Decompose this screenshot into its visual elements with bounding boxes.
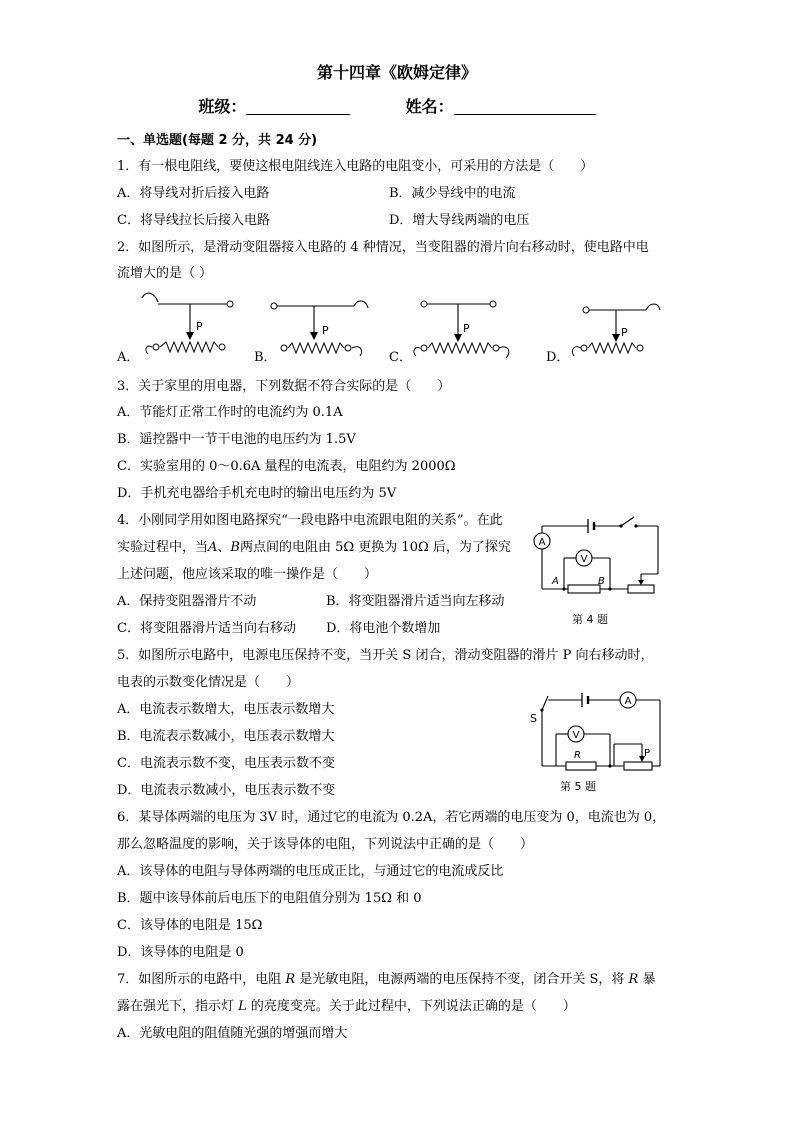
- q5-switch-label: S: [530, 712, 537, 725]
- page-title: 第十四章《欧姆定律》: [316, 63, 477, 82]
- q4-option-a[interactable]: A．保持变阻器滑片不动: [117, 594, 257, 609]
- q2-stem-line1: 2．如图所示，是滑动变阻器接入电路的 4 种情况，当变阻器的滑片向右移动时，使电路中电: [117, 240, 649, 255]
- q7-stem-part: 是光敏电阻，电源两端的电压保持不变，闭合开关 S，将: [295, 972, 629, 987]
- q6-option-a[interactable]: A．该导体的电阻与导体两端的电压成正比，与通过它的电流成反比: [117, 864, 504, 879]
- class-blank[interactable]: [246, 98, 350, 115]
- q5-voltmeter-label: V: [572, 730, 580, 741]
- q2-d-slider-label: P: [621, 326, 628, 339]
- q1-option-c[interactable]: C．将导线拉长后接入电路: [117, 213, 270, 228]
- q4-option-b[interactable]: B．将变阻器滑片适当向左移动: [326, 594, 505, 609]
- name-blank[interactable]: [454, 98, 596, 115]
- q1-stem: 1．有一根电阻线，要使这根电阻线连入电路的电阻变小，可采用的方法是（ ）: [117, 159, 594, 174]
- q6-stem-line1: 6．某导体两端的电压为 3V 时，通过它的电流为 0.2A，若它两端的电压变为 0，电流也为 0，: [117, 810, 666, 825]
- q7-stem-part: 暴: [638, 972, 656, 987]
- q5-slider-label: P: [644, 748, 651, 759]
- name-label: 姓名：: [405, 97, 454, 116]
- point-a-var: A: [208, 540, 218, 555]
- q5-caption: 第 5 题: [560, 780, 596, 793]
- q3-option-b[interactable]: B．遥控器中一节干电池的电压约为 1.5V: [117, 432, 356, 447]
- q4-point-a: A: [552, 576, 559, 587]
- q1-option-a[interactable]: A．将导线对折后接入电路: [117, 186, 270, 201]
- q5-resistor-label: R: [574, 750, 581, 761]
- rheostat-diagram-d: [566, 300, 666, 360]
- q2-b-slider-label: P: [322, 324, 329, 337]
- q6-option-c[interactable]: C．该导体的电阻是 15Ω: [117, 918, 263, 933]
- rheostat-diagram-a: [140, 290, 240, 360]
- q5-option-c[interactable]: C．电流表示数不变，电压表示数不变: [117, 756, 335, 771]
- point-b-var: B: [230, 540, 240, 555]
- q4-stem-line3: 上述问题，他应该采取的唯一操作是（ ）: [117, 567, 378, 582]
- q7-stem-line2: [117, 995, 576, 1014]
- resistor-var: R: [628, 972, 639, 987]
- section-heading: 一、单选题(每题 2 分，共 24 分): [117, 133, 318, 148]
- q6-stem-line2: 那么忽略温度的影响，关于该导体的电阻，下列说法中正确的是（ ）: [117, 837, 534, 852]
- q4-stem-part: 实验过程中，当: [117, 540, 209, 555]
- q5-option-a[interactable]: A．电流表示数增大，电压表示数增大: [117, 702, 335, 717]
- q3-option-d[interactable]: D．手机充电器给手机充电时的输出电压约为 5V: [117, 486, 397, 501]
- q3-option-c[interactable]: C．实验室用的 0～0.6A 量程的电流表，电阻约为 2000Ω: [117, 459, 456, 474]
- q5-ammeter-label: A: [624, 696, 632, 707]
- class-label: 班级：: [198, 97, 247, 116]
- q2-option-d-label[interactable]: D．: [546, 350, 570, 365]
- q7-option-a[interactable]: A．光敏电阻的阻值随光强的增强而增大: [117, 1026, 348, 1041]
- q6-option-b[interactable]: B．题中该导体前后电压下的电阻值分别为 15Ω 和 0: [117, 891, 422, 906]
- q5-circuit-diagram: [528, 688, 668, 776]
- q5-option-b[interactable]: B．电流表示数减小，电压表示数增大: [117, 729, 335, 744]
- student-info-line: [0, 94, 794, 117]
- resistor-var: R: [285, 972, 296, 987]
- q4-option-c[interactable]: C．将变阻器滑片适当向右移动: [117, 621, 296, 636]
- q4-separator: 、: [217, 540, 231, 555]
- q4-stem-line1: 4．小刚同学用如图电路探究“一段电路中电流跟电阻的关系”。在此: [117, 513, 503, 528]
- q4-stem-part: 两点间的电阻由 5Ω 更换为 10Ω 后，为了探究: [239, 540, 511, 555]
- q6-option-d[interactable]: D．该导体的电阻是 0: [117, 945, 244, 960]
- q2-stem-line2: 流增大的是（ ）: [117, 266, 213, 281]
- rheostat-diagram-b: [270, 300, 380, 360]
- q4-ammeter-label: A: [538, 537, 546, 548]
- q2-a-slider-label: P: [196, 320, 203, 333]
- q3-option-a[interactable]: A．节能灯正常工作时的电流约为 0.1A: [117, 405, 343, 420]
- q3-stem: 3．关于家里的用电器，下列数据不符合实际的是（ ）: [117, 379, 451, 394]
- q1-option-d[interactable]: D．增大导线两端的电压: [389, 213, 530, 228]
- q4-point-b: B: [598, 576, 605, 587]
- q2-c-slider-label: P: [463, 322, 470, 335]
- q4-circuit-diagram: [528, 514, 668, 604]
- q1-option-b[interactable]: B．减少导线中的电流: [389, 186, 516, 201]
- q2-option-b-label[interactable]: B．: [254, 350, 277, 365]
- q4-stem-line2: [117, 536, 511, 555]
- q7-stem-part: 的亮度变亮。关于此过程中，下列说法正确的是（ ）: [246, 999, 576, 1014]
- q5-stem-line2: 电表的示数变化情况是（ ）: [117, 675, 300, 690]
- q2-option-a-label[interactable]: A．: [117, 350, 140, 365]
- lamp-var: L: [238, 999, 247, 1014]
- q5-option-d[interactable]: D．电流表示数减小，电压表示数不变: [117, 783, 336, 798]
- q7-stem-line1: [117, 968, 655, 987]
- q7-stem-part: 7．如图所示的电路中，电阻: [117, 972, 286, 987]
- rheostat-diagram-c: [410, 296, 520, 360]
- q7-stem-part: 露在强光下，指示灯: [117, 999, 239, 1014]
- q4-option-d[interactable]: D．将电池个数增加: [326, 621, 441, 636]
- q2-option-c-label[interactable]: C．: [389, 350, 412, 365]
- q4-caption: 第 4 题: [572, 613, 608, 626]
- q4-voltmeter-label: V: [580, 554, 588, 565]
- q5-stem-line1: 5．如图所示电路中，电源电压保持不变，当开关 S 闭合，滑动变阻器的滑片 P 向右移动时，: [117, 648, 654, 663]
